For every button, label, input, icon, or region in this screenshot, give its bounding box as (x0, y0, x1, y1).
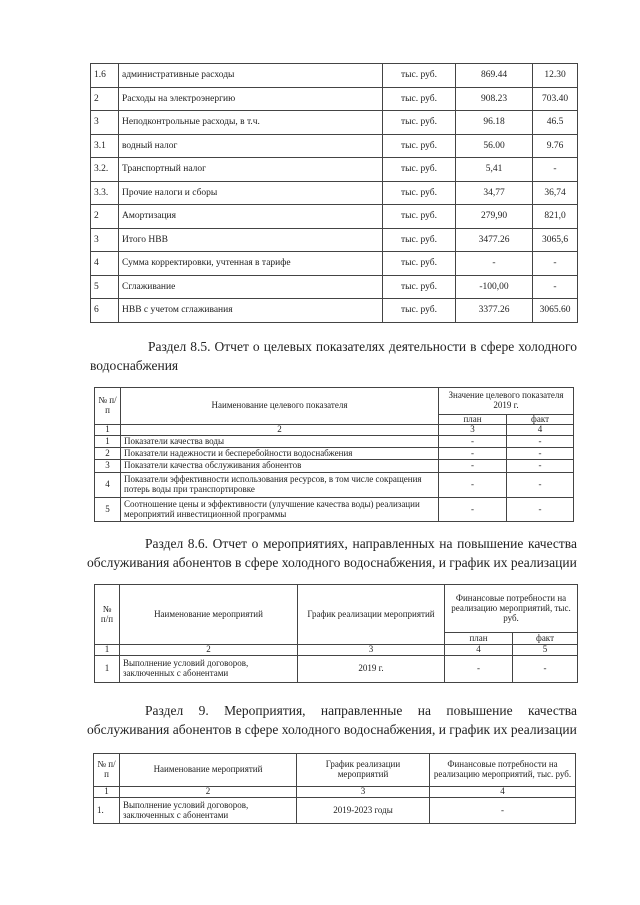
row-num: 3.2. (91, 158, 119, 182)
row-num: 3 (95, 460, 121, 473)
row-name: Расходы на электроэнергию (119, 87, 383, 111)
row-plan: - (439, 473, 507, 498)
row-num: 3 (91, 111, 119, 135)
row-num: 2 (91, 205, 119, 229)
table-row (91, 134, 578, 158)
row-fact: - (507, 436, 574, 448)
row-plan: - (439, 498, 507, 522)
row-value-plan: 3377.26 (456, 299, 533, 323)
row-num: 6 (91, 299, 119, 323)
header-value: Значение целевого показателя 2019 г. (439, 387, 574, 414)
row-value-fact: 36,74 (533, 181, 578, 205)
column-number: 5 (513, 645, 578, 656)
row-value-plan: - (456, 252, 533, 276)
row-name: Показатели качества воды (121, 436, 439, 448)
section-8-6-heading-line1: Раздел 8.6. Отчет о мероприятиях, направленных на повышение качества (145, 536, 577, 552)
row-value-fact: 3065,6 (533, 228, 578, 252)
row-fact: - (507, 460, 574, 473)
header-finance: Финансовые потребности на реализацию мероприятий, тыс. руб. (430, 754, 576, 787)
row-schedule: 2019 г. (298, 656, 445, 683)
row-value-fact: - (533, 275, 578, 299)
row-finance: - (430, 798, 576, 824)
row-plan: - (439, 460, 507, 473)
row-value-fact: 821,0 (533, 205, 578, 229)
row-unit: тыс. руб. (383, 134, 456, 158)
column-number: 2 (120, 645, 298, 656)
header-num: № п/п (94, 754, 120, 787)
row-num: 3 (91, 228, 119, 252)
row-name: Сглаживание (119, 275, 383, 299)
table-row (91, 111, 578, 135)
table-row (95, 656, 578, 683)
column-number: 1 (95, 645, 120, 656)
row-value-plan: 3477.26 (456, 228, 533, 252)
row-name: Показатели эффективности использования ресурсов, в том числе сокращения потерь воды при транспортировке (121, 473, 439, 498)
row-unit: тыс. руб. (383, 181, 456, 205)
header-plan: план (445, 633, 513, 645)
section-8-5-heading (90, 337, 577, 375)
section-9-heading-line1: Раздел 9. Мероприятия, направленные на повышение качества обслуживания (87, 703, 577, 738)
section-9-heading (87, 701, 577, 739)
table-row (95, 498, 574, 522)
row-fact: - (507, 498, 574, 522)
row-unit: тыс. руб. (383, 252, 456, 276)
row-num: 2 (91, 87, 119, 111)
row-unit: тыс. руб. (383, 275, 456, 299)
column-number: 4 (430, 787, 576, 798)
row-unit: тыс. руб. (383, 228, 456, 252)
header-num: № п/п (95, 585, 120, 645)
section-8-5-heading-line2: водоснабжения (90, 357, 179, 373)
row-name: Прочие налоги и сборы (119, 181, 383, 205)
row-name: НВВ с учетом сглаживания (119, 299, 383, 323)
row-value-fact: 3065.60 (533, 299, 578, 323)
header-name: Наименование целевого показателя (121, 387, 439, 425)
table-row (91, 64, 578, 88)
row-name: Итого НВВ (119, 228, 383, 252)
row-name: административные расходы (119, 64, 383, 88)
row-value-plan: 279,90 (456, 205, 533, 229)
header-name: Наименование мероприятий (120, 585, 298, 645)
row-value-fact: 703.40 (533, 87, 578, 111)
row-num: 1 (95, 656, 120, 683)
row-name: Соотношение цены и эффективности (улучшение качества воды) реализации мероприятий инвестиционной программы (121, 498, 439, 522)
column-number: 3 (439, 425, 507, 436)
section-8-5-heading-line1: Раздел 8.5. Отчет о целевых показателях деятельности в сфере холодного (148, 338, 577, 354)
measures-report-table (94, 584, 578, 683)
row-num: 4 (95, 473, 121, 498)
row-name: Выполнение условий договоров, заключенных с абонентами (120, 798, 297, 824)
row-unit: тыс. руб. (383, 64, 456, 88)
row-unit: тыс. руб. (383, 87, 456, 111)
table-row (91, 87, 578, 111)
row-value-fact: 46.5 (533, 111, 578, 135)
row-num: 5 (95, 498, 121, 522)
row-value-plan: 869.44 (456, 64, 533, 88)
section-9-heading-line2: абонентов в сфере холодного водоснабжения, и график их реализации (172, 722, 577, 738)
row-name: Амортизация (119, 205, 383, 229)
row-name: водный налог (119, 134, 383, 158)
column-number: 4 (507, 425, 574, 436)
table-row (95, 473, 574, 498)
row-num: 1. (94, 798, 120, 824)
row-name: Показатели надежности и бесперебойности водоснабжения (121, 448, 439, 460)
row-fact: - (513, 656, 578, 683)
target-indicators-table (94, 387, 574, 523)
table-row (94, 798, 576, 824)
row-num: 1 (95, 436, 121, 448)
row-num: 1.6 (91, 64, 119, 88)
row-fact: - (507, 448, 574, 460)
header-schedule: График реализации мероприятий (298, 585, 445, 645)
section-8-6-heading-line2: обслуживания абонентов в сфере холодного водоснабжения, и график их реализации (87, 555, 577, 571)
row-name: Неподконтрольные расходы, в т.ч. (119, 111, 383, 135)
column-number: 2 (120, 787, 297, 798)
row-value-plan: -100,00 (456, 275, 533, 299)
column-number: 4 (445, 645, 513, 656)
row-fact: - (507, 473, 574, 498)
row-num: 5 (91, 275, 119, 299)
table-row (91, 275, 578, 299)
row-unit: тыс. руб. (383, 158, 456, 182)
row-value-plan: 56.00 (456, 134, 533, 158)
row-plan: - (445, 656, 513, 683)
row-name: Сумма корректировки, учтенная в тарифе (119, 252, 383, 276)
table-row (91, 205, 578, 229)
header-plan: план (439, 414, 507, 425)
row-value-plan: 96.18 (456, 111, 533, 135)
row-num: 2 (95, 448, 121, 460)
row-name: Транспортный налог (119, 158, 383, 182)
row-value-fact: - (533, 158, 578, 182)
table-row (95, 448, 574, 460)
column-number: 2 (121, 425, 439, 436)
row-value-plan: 5,41 (456, 158, 533, 182)
row-plan: - (439, 436, 507, 448)
row-num: 3.1 (91, 134, 119, 158)
measures-plan-table (93, 753, 576, 824)
row-schedule: 2019-2023 годы (297, 798, 430, 824)
column-number: 3 (298, 645, 445, 656)
table-row (91, 158, 578, 182)
column-number: 1 (94, 787, 120, 798)
row-value-fact: 12.30 (533, 64, 578, 88)
table-row (91, 299, 578, 323)
header-schedule: График реализации мероприятий (297, 754, 430, 787)
table-row (95, 436, 574, 448)
document-page (0, 63, 640, 824)
row-name: Показатели качества обслуживания абонентов (121, 460, 439, 473)
row-unit: тыс. руб. (383, 299, 456, 323)
row-value-plan: 34,77 (456, 181, 533, 205)
costs-table (90, 63, 578, 323)
table-row (95, 460, 574, 473)
row-value-fact: - (533, 252, 578, 276)
table-row (91, 252, 578, 276)
column-number: 1 (95, 425, 121, 436)
table-row (91, 181, 578, 205)
table-row (91, 228, 578, 252)
row-unit: тыс. руб. (383, 205, 456, 229)
row-plan: - (439, 448, 507, 460)
section-8-6-heading (87, 534, 577, 572)
header-finance: Финансовые потребности на реализацию мероприятий, тыс. руб. (445, 585, 578, 633)
column-number: 3 (297, 787, 430, 798)
header-fact: факт (513, 633, 578, 645)
header-name: Наименование мероприятий (120, 754, 297, 787)
header-fact: факт (507, 414, 574, 425)
row-name: Выполнение условий договоров, заключенных с абонентами (120, 656, 298, 683)
header-num: № п/п (95, 387, 121, 425)
row-num: 3.3. (91, 181, 119, 205)
row-value-fact: 9.76 (533, 134, 578, 158)
row-num: 4 (91, 252, 119, 276)
row-unit: тыс. руб. (383, 111, 456, 135)
row-value-plan: 908.23 (456, 87, 533, 111)
